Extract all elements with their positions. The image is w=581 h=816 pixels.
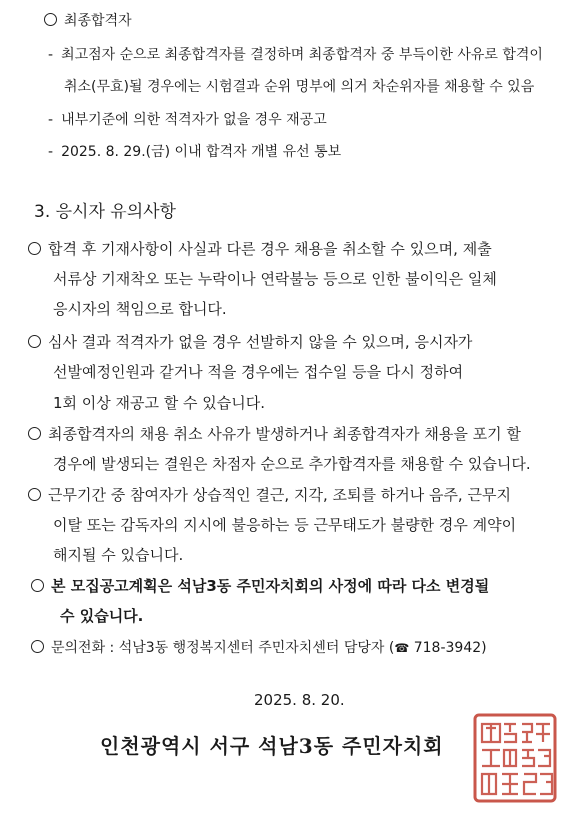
circle-bullet-icon — [28, 335, 41, 348]
final-item-3: - 2025. 8. 29.(금) 이내 합격자 개별 유선 통보 — [48, 144, 342, 160]
note-4-cont-2: 해지될 수 있습니다. — [53, 546, 184, 564]
notice-date: 2025. 8. 20. — [254, 691, 345, 709]
note-2: 심사 결과 적격자가 없을 경우 선발하지 않을 수 있으며, 응시자가 — [28, 333, 472, 351]
circle-bullet-icon — [28, 488, 41, 501]
circle-bullet-icon — [28, 427, 41, 440]
final-title: 최종합격자 — [44, 12, 132, 30]
final-item-1-cont: 취소(무효)될 경우에는 시험결과 순위 명부에 의거 차순위자를 채용할 수 있음 — [64, 79, 535, 95]
circle-bullet-icon — [31, 640, 44, 653]
final-item-2: - 내부기준에 의한 적격자가 없을 경우 재공고 — [48, 112, 327, 128]
note-5-cont-1: 수 있습니다. — [60, 607, 144, 625]
note-1-cont-1: 서류상 기재착오 또는 누락이나 연락불능 등으로 인한 불이익은 일체 — [53, 270, 497, 288]
contact-line: 문의전화 : 석남3동 행정복지센터 주민자치센터 담당자 (☎ 718-3942) — [31, 639, 487, 657]
note-4: 근무기간 중 참여자가 상습적인 결근, 지각, 조퇴를 하거나 음주, 근무지 — [28, 486, 511, 504]
circle-bullet-icon — [31, 579, 44, 592]
note-3-cont-1: 경우에 발생되는 결원은 차점자 순으로 추가합격자를 채용할 수 있습니다. — [53, 455, 531, 473]
note-2-cont-1: 선발예정인원과 같거나 적을 경우에는 접수일 등을 다시 정하여 — [53, 363, 464, 381]
issuer-name: 인천광역시 서구 석남3동 주민자치회 — [100, 734, 444, 758]
section-heading: 3. 응시자 유의사항 — [34, 202, 176, 222]
note-3: 최종합격자의 채용 취소 사유가 발생하거나 최종합격자가 채용을 포기 할 — [28, 425, 521, 443]
phone-icon: ☎ — [394, 641, 410, 655]
final-item-1: - 최고점자 순으로 최종합격자를 결정하며 최종합격자 중 부득이한 사유로 합격이 — [48, 47, 543, 63]
note-5: 본 모집공고계획은 석남3동 주민자치회의 사정에 따라 다소 변경될 — [31, 577, 489, 595]
circle-bullet-icon — [28, 242, 41, 255]
circle-bullet-icon — [44, 13, 57, 26]
note-1-cont-2: 응시자의 책임으로 합니다. — [53, 300, 227, 318]
official-seal-stamp — [472, 712, 558, 804]
note-4-cont-1: 이탈 또는 감독자의 지시에 불응하는 등 근무태도가 불량한 경우 계약이 — [53, 516, 517, 534]
note-2-cont-2: 1회 이상 재공고 할 수 있습니다. — [53, 394, 266, 412]
note-1: 합격 후 기재사항이 사실과 다른 경우 채용을 취소할 수 있으며, 제출 — [28, 240, 492, 258]
